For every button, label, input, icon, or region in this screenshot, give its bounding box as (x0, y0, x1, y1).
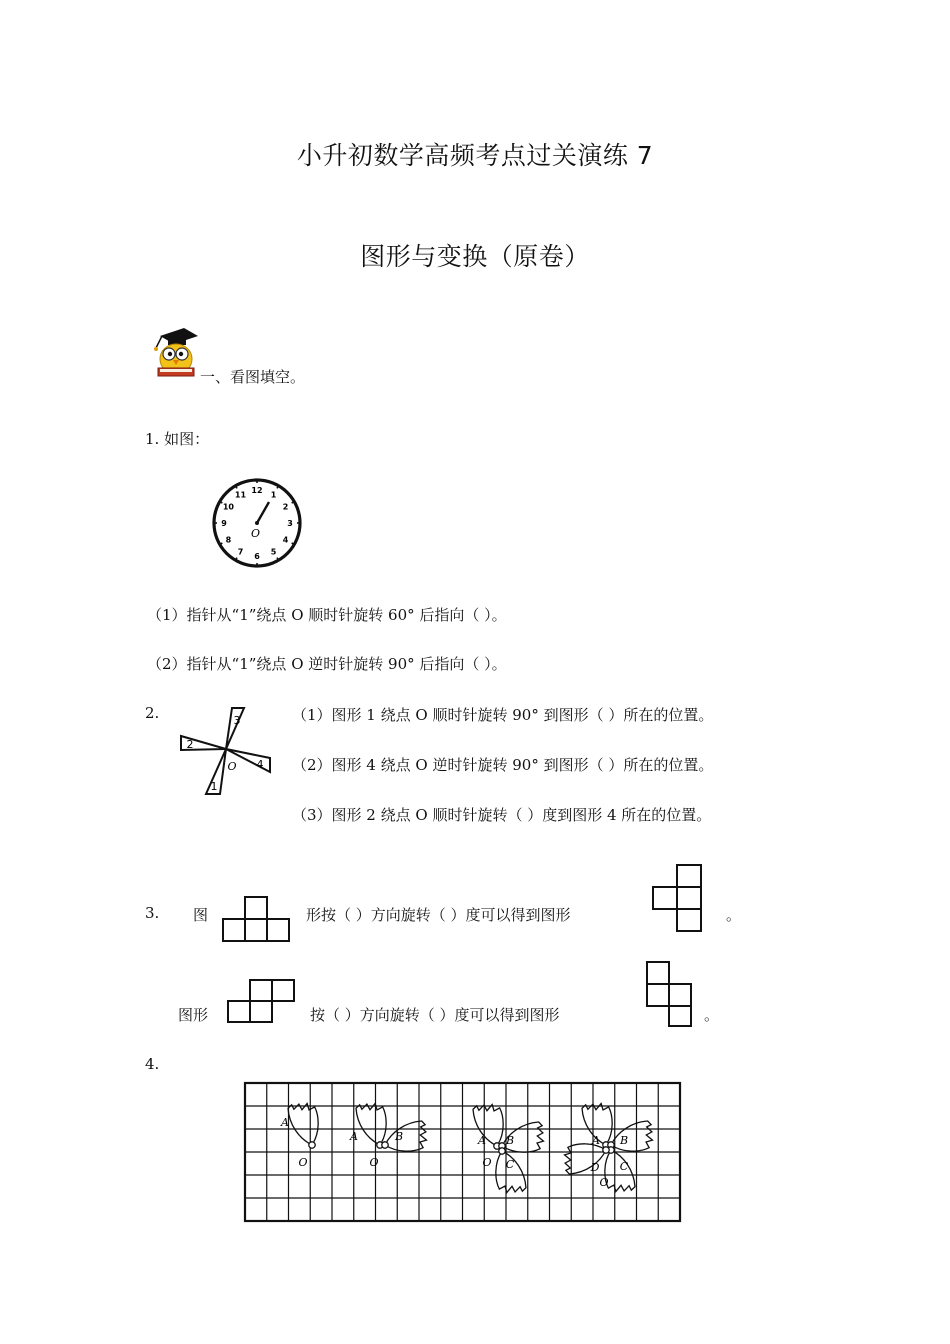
clock-number: 1 (270, 490, 277, 500)
clock-number: 3 (287, 519, 293, 528)
petal-label: A (281, 1116, 289, 1129)
petal-label: A (478, 1134, 486, 1147)
petal-label: A (350, 1130, 358, 1143)
page-subtitle: 图形与变换（原卷） (360, 242, 590, 271)
q1-part1: （1）指针从“1”绕点 O 顺时针旋转 60° 后指向（ ）。 (147, 606, 507, 624)
q3-line2-end: 。 (704, 1006, 720, 1024)
q2-part2: （2）图形 4 绕点 O 逆时针旋转 90° 到图形（ ）所在的位置。 (292, 756, 714, 774)
pinwheel-label-3: 3 (233, 714, 241, 727)
petal-label: C (619, 1160, 629, 1173)
q3-line2-prefix: 图形 (178, 1006, 209, 1024)
pinwheel-figure (176, 704, 276, 800)
q2-label: 2. (145, 704, 160, 722)
q3-shape-b (650, 864, 706, 934)
petal-label: B (394, 1130, 404, 1143)
petal-label: B (619, 1134, 629, 1147)
q3-shape-c (226, 978, 298, 1026)
clock-number: 12 (251, 486, 263, 495)
section-heading: 一、看图填空。 (200, 368, 306, 386)
clock-number: 9 (221, 519, 227, 528)
petal-label: O (599, 1176, 609, 1189)
petal-label: O (482, 1156, 492, 1169)
graduate-owl-icon (142, 322, 200, 382)
page-title: 小升初数学高频考点过关演练 7 (296, 141, 654, 170)
pinwheel-label-4: 4 (256, 758, 264, 771)
petal-b (381, 1115, 429, 1155)
clock-center-label: O (251, 527, 261, 540)
q3-line1-middle: 形按（ ）方向旋转（ ）度可以得到图形 (306, 906, 571, 924)
petal-label: A (592, 1134, 600, 1147)
clock-number: 2 (282, 502, 289, 512)
clock-number: 6 (254, 552, 260, 561)
petal-label: O (369, 1156, 379, 1169)
q2-part3: （3）图形 2 绕点 O 顺时针旋转（ ）度到图形 4 所在的位置。 (292, 806, 712, 824)
q4-label: 4. (145, 1055, 160, 1073)
petal-label: C (505, 1158, 515, 1171)
petal-label: B (505, 1134, 515, 1147)
clock-number: 10 (222, 502, 234, 512)
pinwheel-center-label: O (227, 760, 237, 773)
petal-label: O (298, 1156, 308, 1169)
clock-number: 4 (282, 535, 289, 545)
clock-hand (257, 502, 269, 523)
q1-label: 1. 如图： (145, 430, 210, 448)
q3-shape-d (645, 960, 695, 1030)
clock-number: 8 (225, 535, 232, 545)
q3-shape-a (222, 895, 292, 943)
clock-figure (211, 477, 305, 571)
q3-line2-middle: 按（ ）方向旋转（ ）度可以得到图形 (310, 1006, 560, 1024)
petal-c (492, 1147, 532, 1195)
clock-number: 11 (234, 490, 247, 500)
petal-label: D (590, 1161, 600, 1174)
q2-part1: （1）图形 1 绕点 O 顺时针旋转 90° 到图形（ ）所在的位置。 (292, 706, 714, 724)
q4-grid-figure (244, 1082, 682, 1224)
q3-line1-prefix: 图 (193, 906, 209, 924)
clock-number: 7 (237, 547, 244, 557)
q3-label: 3. (145, 904, 160, 922)
q1-part2: （2）指针从“1”绕点 O 逆时针旋转 90° 后指向（ ）。 (147, 655, 507, 673)
pinwheel-label-1: 1 (210, 780, 218, 793)
pinwheel-label-2: 2 (186, 738, 194, 751)
clock-number: 5 (270, 547, 277, 557)
q3-line1-end: 。 (726, 906, 742, 924)
